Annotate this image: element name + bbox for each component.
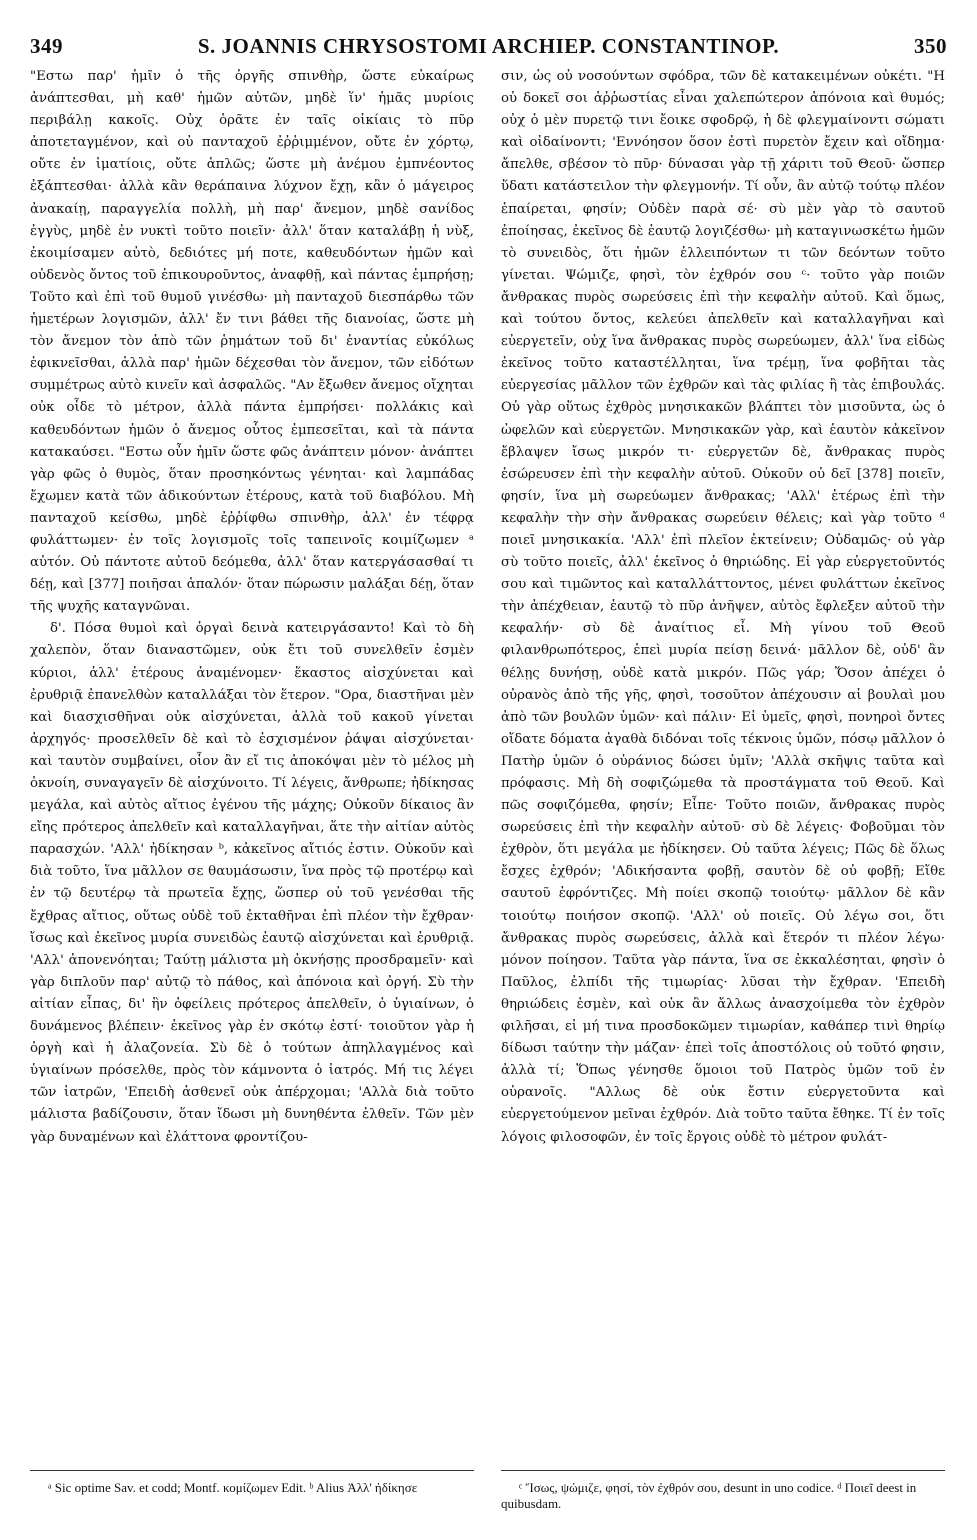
page-number-right: 350	[914, 34, 947, 58]
footnote-right-text: ᶜ Ἴσως, ψώμιζε, φησί, τὸν ἐχθρόν σου, desunt in uno codice. ᵈ Ποιεῖ deest in quibusdam.	[501, 1480, 917, 1511]
running-header	[30, 30, 947, 60]
footnote-left-text: ᵃ Sic optime Sav. et codd; Montf. κομίζωμεν Edit. ᵇ Alius Ἀλλ' ἠδίκησε	[48, 1480, 418, 1495]
right-column	[501, 66, 945, 1461]
running-title: S. JOANNIS CHRYSOSTOMI ARCHIEP. CONSTANTINOP.	[197, 34, 780, 58]
page-number-left: 349	[30, 34, 63, 58]
left-paragraph-2: δ'. Πόσα θυμοὶ καὶ ὀργαὶ δεινὰ κατειργάσαντο! Καὶ τὸ δὴ χαλεπὸν, ὅταν διαναστῶμεν, οὐκ ἔτι τοῦ συνελθεῖν ἐσμὲν κύριοι, ἀλλ' ἑτέρους ἀναμένομεν· ἕκαστος αἰσχύνεται καὶ ἐρυθριᾷ ἐπανελθὼν καταλλάξαι τὸν ἕτερον. "Ορα, διαστῆναι μὲν καὶ διασχισθῆναι οὐκ αἰσχύνεται, ἀλλὰ τοῦ κακοῦ γίνεται ἀρχηγός· προσελθεῖν δὲ καὶ τὸ ἐσχισμένον ῥάψαι αἰσχύνεται· καὶ ταυτὸν συμβαίνει, οἷον ἂν εἴ τις ἀποκόψαι μὲν τὸ μέλος μὴ ὀκνοίη, συναγαγεῖν δὲ αἰσχύνοιτο. Τί λέγεις, ἄνθρωπε; ἠδίκησας μεγάλα, καὶ αὐτὸς αἴτιος ἐγένου τῆς μάχης; Οὐκοῦν δίκαιος ἂν εἴης πρότερος ἀπελθεῖν καὶ καταλλαγῆναι, ἅτε τὴν αἰτίαν αὐτὸς παρασχών. 'Αλλ' ἠδίκησαν ᵇ, κἀκεῖνος αἴτιός ἐστιν. Οὐκοῦν καὶ διὰ τοῦτο, ἵνα μᾶλλον σε θαυμάσωσιν, ἵνα πρὸς τῷ προτέρῳ καὶ ἐν τῷ δευτέρῳ τὰ πρωτεῖα ἔχῃς, ὥσπερ οὐ τοῦ γενέσθαι τῆς ἔχθρας αἴτιος, οὕτως οὐδὲ τοῦ ἐκταθῆναι ἐπὶ πλέον τὴν ἔχθραν· ἴσως καὶ ἐκεῖνος μυρία συνειδὼς ἑαυτῷ αἰσχύνεται καὶ ἐρυθριᾷ. 'Αλλ' ἀπονενόηται; Ταύτῃ μάλιστα μὴ ὀκνήσῃς προσδραμεῖν· καὶ γὰρ διπλοῦν παρ' αὐτῷ τὸ πάθος, καὶ ἀπόνοια καὶ ὀργή. Σὺ τὴν αἰτίαν εἶπας, δι' ἣν ὀφείλεις πρότερος ἀπελθεῖν, ὁ ὑγιαίνων, ὁ δυνάμενος βλέπειν· ἐκεῖνος γὰρ ἐν σκότῳ ἐστί· τοιοῦτον γὰρ ἡ ὀργὴ καὶ ἡ ἀλαζονεία. Σὺ δὲ ὁ τούτων ἀπηλλαγμένος καὶ ὑγιαίνων πρόσελθε, πρὸς τὸν κάμνοντα ὁ ἰατρός. Μή τις λέγει τῶν ἰατρῶν, 'Επειδὴ ἀσθενεῖ οὐκ ἀπέρχομαι; 'Αλλὰ διὰ τοῦτο μάλιστα βαδίζουσιν, ὅταν ἴδωσι μὴ δυνηθέντα ἐλθεῖν. Τῶν μὲν γὰρ δυναμένων καὶ ἐλάττονα φροντίζου-	[30, 621, 474, 1145]
left-column	[30, 66, 474, 1461]
footnotes-left	[30, 1480, 474, 1496]
footnotes-right	[501, 1480, 945, 1512]
right-paragraph-1: σιν, ὡς οὐ νοσούντων σφόδρα, τῶν δὲ κατακειμένων οὐκέτι. "Η οὐ δοκεῖ σοι ἀῤῥωστίας εἶναι χαλεπώτερον ἀπόνοια καὶ θυμός; οὐχ ὁ μὲν πυρετῷ τινι ἔοικε σφοδρῷ, ἡ δὲ φλεγμαίνοντι σώματι καὶ οἰδαίνοντι; 'Εννόησον ὅσον ἐστὶ πυρετὸν ἔχειν καὶ οἴδημα· ἄπελθε, σβέσον τὸ πῦρ· δύνασαι γὰρ τῇ χάριτι τοῦ Θεοῦ· ὥσπερ ὕδατι κατάστειλον τὴν φλεγμονήν. Τί οὖν, ἂν αὐτῷ τούτῳ πλέον ἐπαίρεται, φησίν; Οὐδὲν παρὰ σέ· σὺ μὲν γὰρ τὸ σαυτοῦ ἐποίησας, ἐκεῖνος δὲ ἑαυτῷ λογιζέσθω· μὴ καταγινωσκέτω ἡμῶν τὸ συνειδὸς, ὅτι ἡμῶν ἐλλειπόντων τι τῶν δεόντων τοῦτο γίνεται. Ψώμιζε, φησὶ, τὸν ἐχθρόν σου ᶜ· τοῦτο γὰρ ποιῶν ἄνθρακας πυρὸς σωρεύσεις ἐπὶ τὴν κεφαλὴν αὐτοῦ. Καὶ ὅμως, καὶ τούτου ὄντος, κελεύει ἀπελθεῖν καὶ καταλλαγῆναι καὶ εὐεργετεῖν, οὐχ ἵνα ἄνθρακας πυρὸς σωρεύωμεν, ἀλλ' ἵνα εἰδὼς ἐκεῖνος τοῦτο καταστέλληται, ἵνα τρέμῃ, ἵνα φοβῆται τὰς εὐεργεσίας μᾶλλον τῶν ἐχθρῶν καὶ τὰς φιλίας ἢ τὰς ἐπιβουλάς. Οὐ γὰρ οὕτως ἐχθρὸς μνησικακῶν βλάπτει τὸν μισοῦντα, ὡς ὁ ὠφελῶν καὶ εὐεργετῶν. Μνησικακῶν γὰρ, καὶ ἑαυτὸν κἀκεῖνον ἔβλαψεν ἴσως μικρόν τι· εὐεργετῶν δὲ, ἄνθρακας πυρὸς ἐσώρευσεν ἐπὶ τὴν κεφαλὴν αὐτοῦ. Οὐκοῦν οὐ δεῖ [378] ποιεῖν, φησίν, ἵνα μὴ σωρεύωμεν ἄνθρακας; 'Αλλ' ἑτέρως ἐπὶ τὴν κεφαλὴν τὴν σὴν ἄνθρακας σωρεύειν θέλεις; καὶ γὰρ τοῦτο ᵈ ποιεῖ μνησικακία. 'Αλλ' ἐπὶ πλεῖον ἐκτείνειν; Οὐδαμῶς· οὐ γὰρ σὺ τοῦτο ποιεῖς, ἀλλ' ἐκεῖνος ὁ θηριώδης. Εἰ γὰρ εὐεργετοῦντός σου καὶ τιμῶντος καὶ καταλλάττοντος, μένει φυλάττων ἐκεῖνος τὴν ἀπέχθειαν, ἑαυτῷ τὸ πῦρ ἀνῆψεν, αὐτὸς ἔφλεξεν αὐτοῦ τὴν κεφαλήν· σὺ δὲ ἀναίτιος εἶ. Μὴ γίνου τοῦ Θεοῦ φιλανθρωπότερος, ἐπεὶ μυρία πείσῃ δεινά· μᾶλλον δὲ, οὐδ' ἂν θέλῃς δυνήσῃ, οὐδὲ κατὰ μικρόν. Πῶς γάρ; Ὅσον ἀπέχει ὁ οὐρανὸς ἀπὸ τῆς γῆς, φησὶ, τοσοῦτον ἀπέχουσιν αἱ βουλαὶ μου ἀπὸ τῶν βουλῶν ὑμῶν· καὶ πάλιν· Εἰ ὑμεῖς, φησὶ, πονηροὶ ὄντες οἴδατε δόματα ἀγαθὰ διδόναι τοῖς τέκνοις ὑμῶν, πόσῳ μᾶλλον ὁ Πατὴρ ὑμῶν ὁ οὐράνιος δώσει ὑμῖν; 'Αλλὰ σκῆψις ταῦτα καὶ πρόφασις. Μὴ δὴ σοφιζώμεθα τὰ προστάγματα τοῦ Θεοῦ. Καὶ πῶς σοφιζόμεθα, φησίν; Εἶπε· Τοῦτο ποιῶν, ἄνθρακας πυρὸς σωρεύσεις ἐπὶ τὴν κεφαλὴν αὐτοῦ· σὺ δὲ λέγεις· Φοβοῦμαι τὸν ἐχθρὸν, ὅτι μεγάλα με ἠδίκησεν. Οὐ ταῦτα λέγεις; Πῶς δὲ ὅλως ἔσχες ἐχθρόν; 'Αδικήσαντα φοβῇ, σαυτὸν δὲ οὐ φοβῇ; Εἴθε σαυτοῦ ἐφρόντιζες. Μὴ ποίει σκοπῷ τοιούτῳ· μᾶλλον δὲ κἂν τοιούτῳ ποιήσον σκοπῷ. 'Αλλ' οὐ ποιεῖς. Οὐ λέγω σοι, ὅτι ἄνθρακας πυρὸς σωρεύσεις, ἀλλὰ καὶ ἕτερόν τι πλέον λέγω· μόνον ποίησον. Ταῦτα γὰρ πάντα, ἵνα σε ἐκκαλέσηται, φησὶν ὁ Παῦλος, ἐλπίδι τῆς τιμωρίας· λῦσαι τὴν ἔχθραν. 'Επειδὴ θηριώδεις ἐσμὲν, καὶ οὐκ ἂν ἄλλως ἀνασχοίμεθα τὸν ἐχθρὸν φιλῆσαι, εἰ μή τινα προσδοκῶμεν τιμωρίαν, καθάπερ τινὶ θηρίῳ δίδωσι ταύτην τὴν μάζαν· ἐπεὶ τοῖς ἀποστόλοις οὐ τοῦτό φησιν, ἀλλὰ τί; Ὅπως γένησθε ὅμοιοι τοῦ Πατρὸς ὑμῶν τοῦ ἐν οὐρανοῖς. "Αλλως δὲ οὐκ ἔστιν εὐεργετοῦντα καὶ εὐεργετούμενον μεῖναι ἐχθρόν. Διὰ τοῦτο ταῦτα ἔθηκε. Τί ἐν τοῖς λόγοις φιλοσοφῶν, ἐν τοῖς ἔργοις οὐδὲ τὸ μέτρον φυλάτ-	[501, 69, 945, 1145]
footnote-rule-left	[30, 1470, 474, 1471]
footnote-rule-right	[501, 1470, 945, 1471]
left-paragraph-1: "Εστω παρ' ἡμῖν ὁ τῆς ὀργῆς σπινθὴρ, ὥστε εὐκαίρως ἀνάπτεσθαι, μὴ καθ' ἡμῶν αὐτῶν, μηδὲ ἵν' ἡμᾶς μυρίοις περιβάλῃ κακοῖς. Οὐχ ὁρᾶτε ἐν ταῖς οἰκίαις τὸ πῦρ ἀποτεταγμένον, καὶ οὐ πανταχοῦ ἐῤῥιμμένον, οὔτε ἐν χόρτῳ, οὔτε ἐν ἱματίοις, οὔτε ἁπλῶς; ὥστε μὴ ἀνέμου ἐμπνέοντος ἐξάπτεσθαι· ἀλλὰ κἂν θεράπαινα λύχνον ἔχῃ, κἂν ὁ μάγειρος ἀνακαίῃ, παραγγελία πολλὴ, μὴ παρ' ἄνεμον, μηδὲ σανίδος ἐγγὺς, μηδὲ ἐν νυκτὶ τοῦτο ποιεῖν· ἀλλ' ὅταν καταλάβῃ ἡ νὺξ, ἐκοιμίσαμεν αὐτὸ, δεδιότες μή ποτε, καθευδόντων ἡμῶν καὶ οὐδενὸς ὄντος τοῦ ἐπικουροῦντος, ἀναφθῇ, καὶ πάντας ἐμπρήσῃ; Τοῦτο καὶ ἐπὶ τοῦ θυμοῦ γινέσθω· μὴ πανταχοῦ διεσπάρθω τῶν ἡμετέρων λογισμῶν, ἀλλ' ἔν τινι βάθει τῆς διανοίας, ὥστε μὴ τὸν ἄνεμον τὸν ἀπὸ τῶν ῥημάτων τοῦ δι' ἐναντίας εὐκόλως ἐφικνεῖσθαι, ἀλλὰ παρ' ἡμῶν δέχεσθαι τὸν ἄνεμον, τῶν εἰδότων συμμέτρως αὐτὸ κινεῖν καὶ ἀσφαλῶς. "Αν ἔξωθεν ἄνεμος οἴχηται οὐκ οἶδε τὸ μέτρον, ἀλλὰ πάντα ἐμπρήσει· πολλάκις καὶ καθευδόντων ἡμῶν ὁ ἄνεμος οὗτος ἐμπεσεῖται, καὶ τὰ πάντα κατακαύσει. "Εστω οὖν ἡμῖν ὥστε φῶς ἀνάπτειν μόνον· ἀνάπτει γὰρ φῶς ὁ θυμὸς, ὅταν προσηκόντως γένηται· καὶ λαμπάδας ἔχωμεν κατὰ τῶν ἀδικούντων ἑτέρους, κατὰ τοῦ διαβόλου. Μὴ πανταχοῦ κείσθω, μηδὲ ἐῤῥίφθω σπινθὴρ, ἀλλ' ἐν τέφρᾳ φυλάττωμεν· ἐν τοῖς λογισμοῖς τοῖς ταπεινοῖς κοιμίζωμεν ᵃ αὐτόν. Οὐ πάντοτε αὐτοῦ δεόμεθα, ἀλλ' ὅταν κατεργάσασθαί τι δέῃ, καὶ [377] ποιῆσαι ἁπαλόν· ὅταν πώρωσιν μαλάξαι δέῃ, ὅταν τῆς ψυχῆς καταγνῶναι.	[30, 69, 474, 615]
